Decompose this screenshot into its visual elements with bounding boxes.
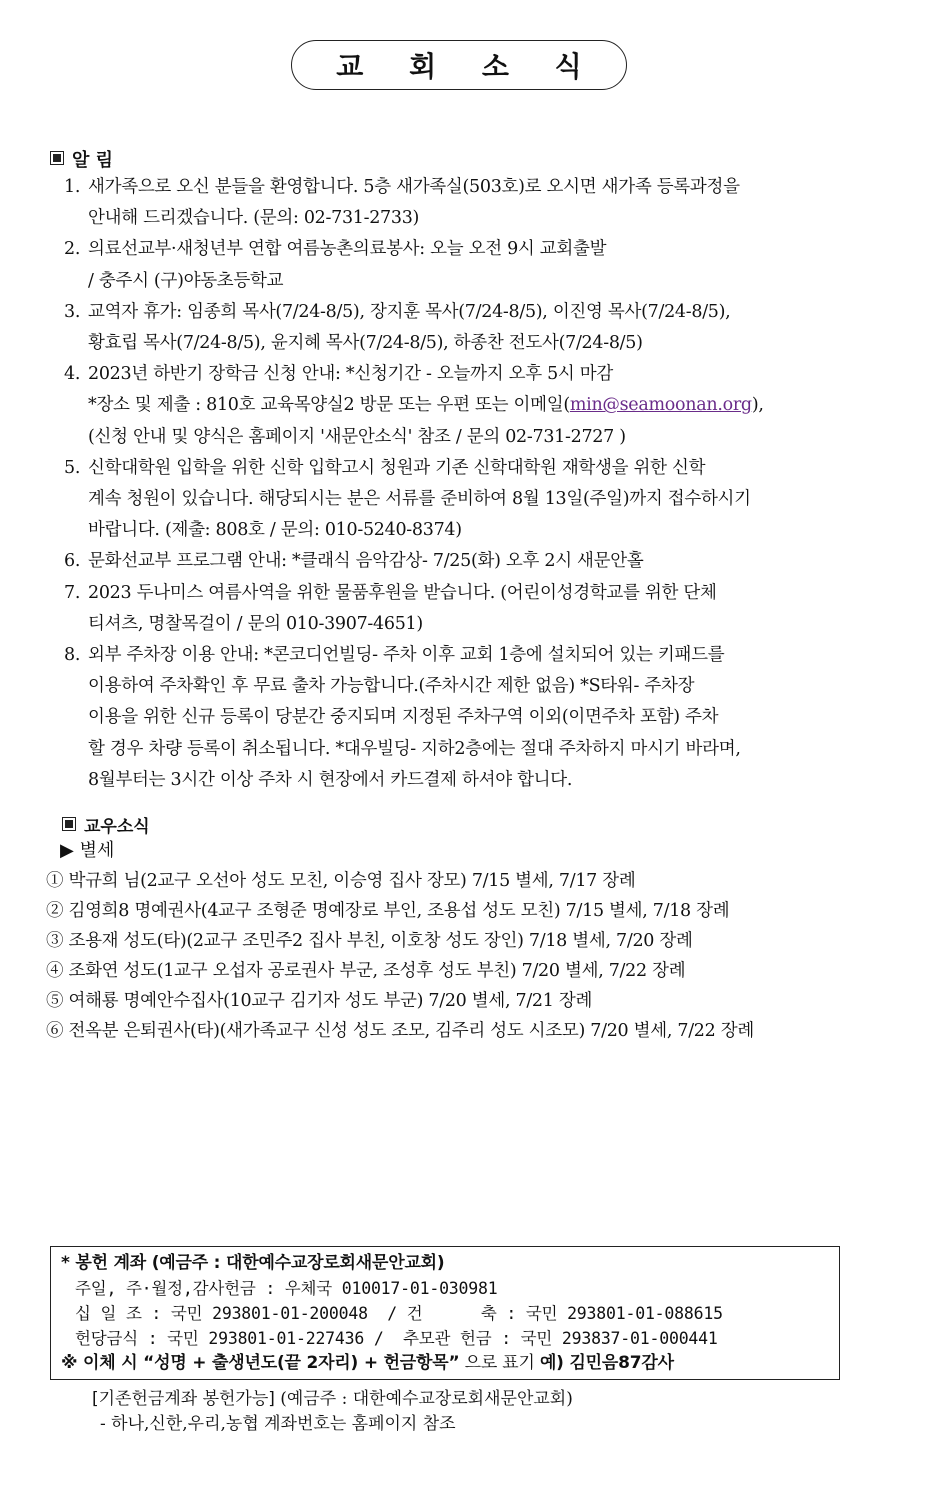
- notices-list: [64, 172, 924, 796]
- list-item: ⑤ 여해룡 명예안수집사(10교구 김기자 성도 부군) 7/20 별세, 7/21 장례: [46, 991, 593, 1011]
- accounts-note: ※ 이체 시 “성명 + 출생년도(끝 2자리) + 헌금항목” 으로 표기 예) 김민음87감사: [61, 1353, 674, 1373]
- notice-item-2: 2. 의료선교부·새청년부 연합 여름농촌의료봉사: 오늘 오전 9시 교회출발 / 충주시 (구)야동초등학교: [64, 239, 607, 291]
- accounts-row-1: 주일, 주·월정,감사헌금 : 우체국 010017-01-030981: [75, 1279, 498, 1298]
- notice-item-8: 8. 외부 주차장 이용 안내: *콘코디언빌딩- 주차 이후 교회 1층에 설치되어 있는 키패드를 이용하여 주차확인 후 무료 출차 가능합니다.(주차시간 제한 없음) *S타워- 주차장 이용을 위한 신규 등록이 당분간 중지되며 지정된 주차구역 이외(이면주차 포함) 주차 할 경우 차량 등록이 취소됩니다. *대우빌딩- 지하2층에는 절대 주차하지 마시기 바라며, 8월부터는 3시간 이상 주차 시 현장에서 카드결제 하셔야 합니다.: [64, 645, 741, 790]
- list-item: ② 김영희8 명예권사(4교구 조형준 명예장로 부인, 조용섭 성도 모친) 7/15 별세, 7/18 장례: [46, 901, 730, 921]
- deaths-list: [46, 866, 926, 1046]
- accounts-row-3: 헌당금식 : 국민 293801-01-227436 / 추모관 헌금 : 국민 293837-01-000441: [75, 1329, 718, 1348]
- notice-item-5: 5. 신학대학원 입학을 위한 신학 입학고시 청원과 기존 신학대학원 재학생을 위한 신학 계속 청원이 있습니다. 해당되시는 분은 서류를 준비하여 8월 13일(주일)까지 접수하시기 바랍니다. (제출: 808호 / 문의: 010-5240-8374): [64, 457, 751, 541]
- accounts-header: * 봉헌 계좌 (예금주 : 대한예수교장로회새문안교회): [61, 1253, 445, 1273]
- notice-item-6: 6. 문화선교부 프로그램 안내: *클래식 음악감상- 7/25(화) 오후 2시 새문안홀: [64, 551, 644, 572]
- offering-accounts-box: [50, 1246, 840, 1380]
- notice-item-1: 1. 새가족으로 오신 분들을 환영합니다. 5층 새가족실(503호)로 오시면 새가족 등록과정을 안내해 드리겠습니다. (문의: 02-731-2733): [64, 177, 740, 229]
- list-item: ④ 조화연 성도(1교구 오섭자 공로권사 부군, 조성후 성도 부친) 7/20 별세, 7/22 장례: [46, 961, 686, 981]
- email-link[interactable]: min@seamoonan.org: [569, 395, 752, 416]
- notice-item-4: 4. 2023년 하반기 장학금 신청 안내: *신청기간 - 오늘까지 오후 5시 마감 *장소 및 제출 : 810호 교육목양실2 방문 또는 우편 또는 이메일(min@seamoonan.org), (신청 안내 및 양식은 홈페이지 '새문안소식' 참조 / 문의 02-731-2727 ): [64, 364, 764, 447]
- square-bullet-icon: [50, 151, 64, 165]
- list-item: ① 박규희 님(2교구 오선아 성도 모친, 이승영 집사 장모) 7/15 별세, 7/17 장례: [46, 871, 636, 891]
- notice-item-3: 3. 교역자 휴가: 임종희 목사(7/24-8/5), 장지훈 목사(7/24-8/5), 이진영 목사(7/24-8/5), 황효립 목사(7/24-8/5), 윤지혜 목사(7/24-8/5), 하종찬 전도사(7/24-8/5): [64, 301, 731, 354]
- deaths-subheading: ▶ 별세: [60, 840, 115, 861]
- list-item: ⑥ 전옥분 은퇴권사(타)(새가족교구 신성 성도 조모, 김주리 성도 시조모) 7/20 별세, 7/22 장례: [46, 1021, 754, 1041]
- notice-item-7: 7. 2023 두나미스 여름사역을 위한 물품후원을 받습니다. (어린이성경학교를 위한 단체 티셔츠, 명찰목걸이 / 문의 010-3907-4651): [64, 582, 717, 634]
- list-item: ③ 조용재 성도(타)(2교구 조민주2 집사 부친, 이호창 성도 장인) 7/18 별세, 7/20 장례: [46, 931, 693, 951]
- members-heading: 교우소식: [62, 812, 150, 837]
- accounts-row-2: 십 일 조 : 국민 293801-01-200048 / 건 축 : 국민 293801-01-088615: [75, 1304, 723, 1323]
- page-title: 교 회 소 식: [336, 50, 600, 83]
- notices-heading: 알 림: [50, 146, 113, 172]
- page-title-box: [291, 40, 627, 90]
- square-bullet-icon: [62, 817, 76, 831]
- extra-accounts-note: [기존헌금계좌 봉헌가능] (예금주 : 대한예수교장로회새문안교회) - 하나,신한,우리,농협 계좌번호는 홈페이지 참조: [92, 1389, 573, 1434]
